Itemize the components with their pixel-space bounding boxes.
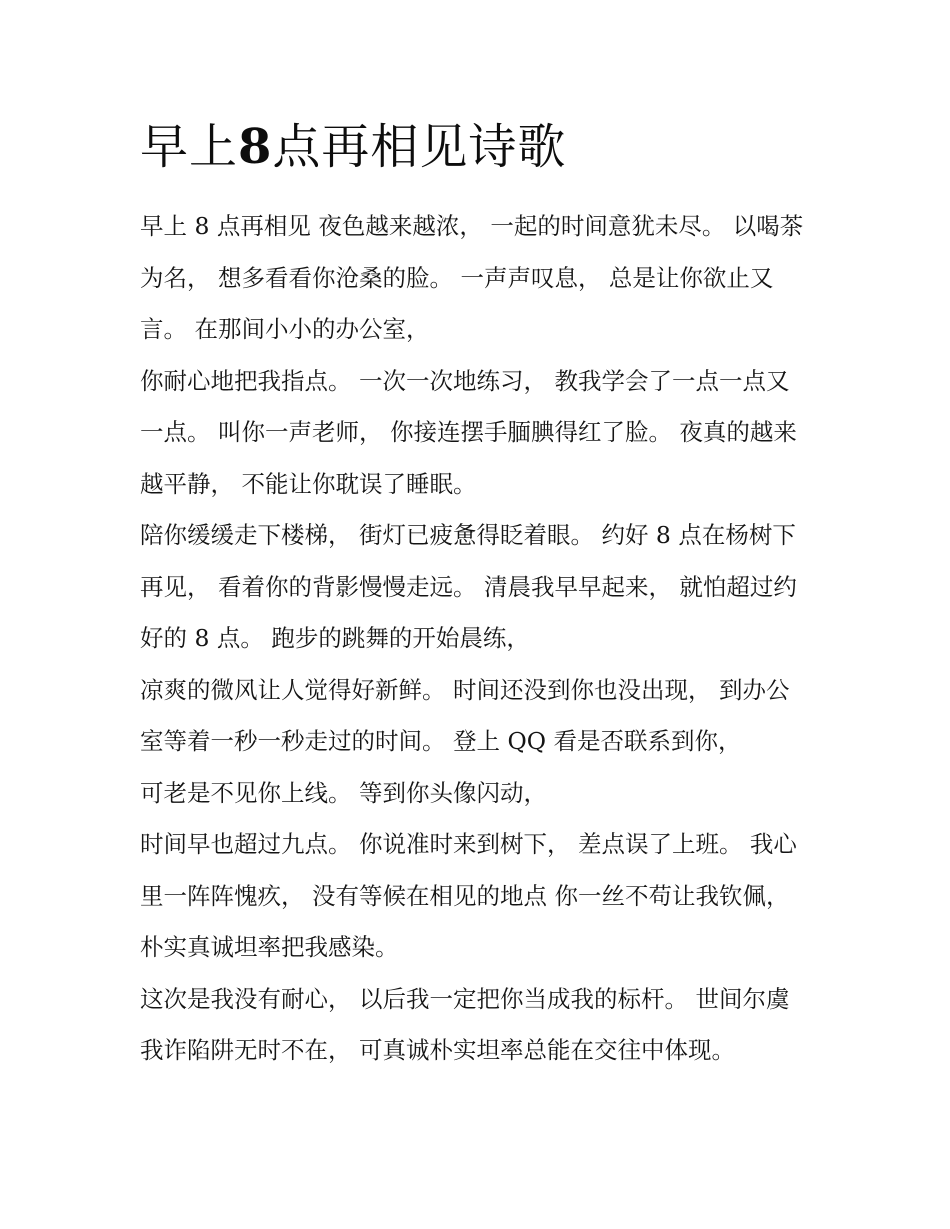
poem-paragraph-5: 可老是不见你上线。 等到你头像闪动， — [140, 778, 547, 807]
title-number: 8 — [238, 119, 273, 175]
poem-paragraph-6: 时间早也超过九点。 你说准时来到树下， 差点误了上班。 我心里一阵阵愧疚， 没有等候在相见的地点 你一丝不苟让我钦佩， 朴实真诚坦率把我感染。 — [140, 830, 797, 961]
poem-paragraph-1: 早上 8 点再相见 夜色越来越浓， 一起的时间意犹未尽。 以喝茶为名， 想多看看你沧桑的脸。 一声声叹息， 总是让你欲止又言。 在那间小小的办公室， — [140, 212, 804, 343]
poem-paragraph-7: 这次是我没有耐心， 以后我一定把你当成我的标杆。 世间尔虞我诈陷阱无时不在， 可真诚朴实坦率总能在交往中体现。 — [140, 984, 790, 1064]
poem-paragraph-3: 陪你缓缓走下楼梯， 街灯已疲惫得眨着眼。 约好 8 点在杨树下再见， 看着你的背影慢慢走远。 清晨我早早起来， 就怕超过约好的 8 点。 跑步的跳舞的开始晨练， — [140, 521, 797, 652]
document-title — [140, 118, 812, 176]
title-prefix: 早上 — [140, 119, 239, 175]
poem-paragraph-2: 你耐心地把我指点。 一次一次地练习， 教我学会了一点一点又一点。 叫你一声老师， 你接连摆手腼腆得红了脸。 夜真的越来越平静， 不能让你耽误了睡眠。 — [140, 366, 797, 498]
poem-paragraph-4: 凉爽的微风让人觉得好新鲜。 时间还没到你也没出现， 到办公室等着一秒一秒走过的时间。 登上 QQ 看是否联系到你， — [140, 675, 790, 755]
poem-body — [140, 201, 812, 1077]
title-suffix: 点再相见诗歌 — [272, 119, 567, 175]
document-content — [140, 118, 812, 1077]
